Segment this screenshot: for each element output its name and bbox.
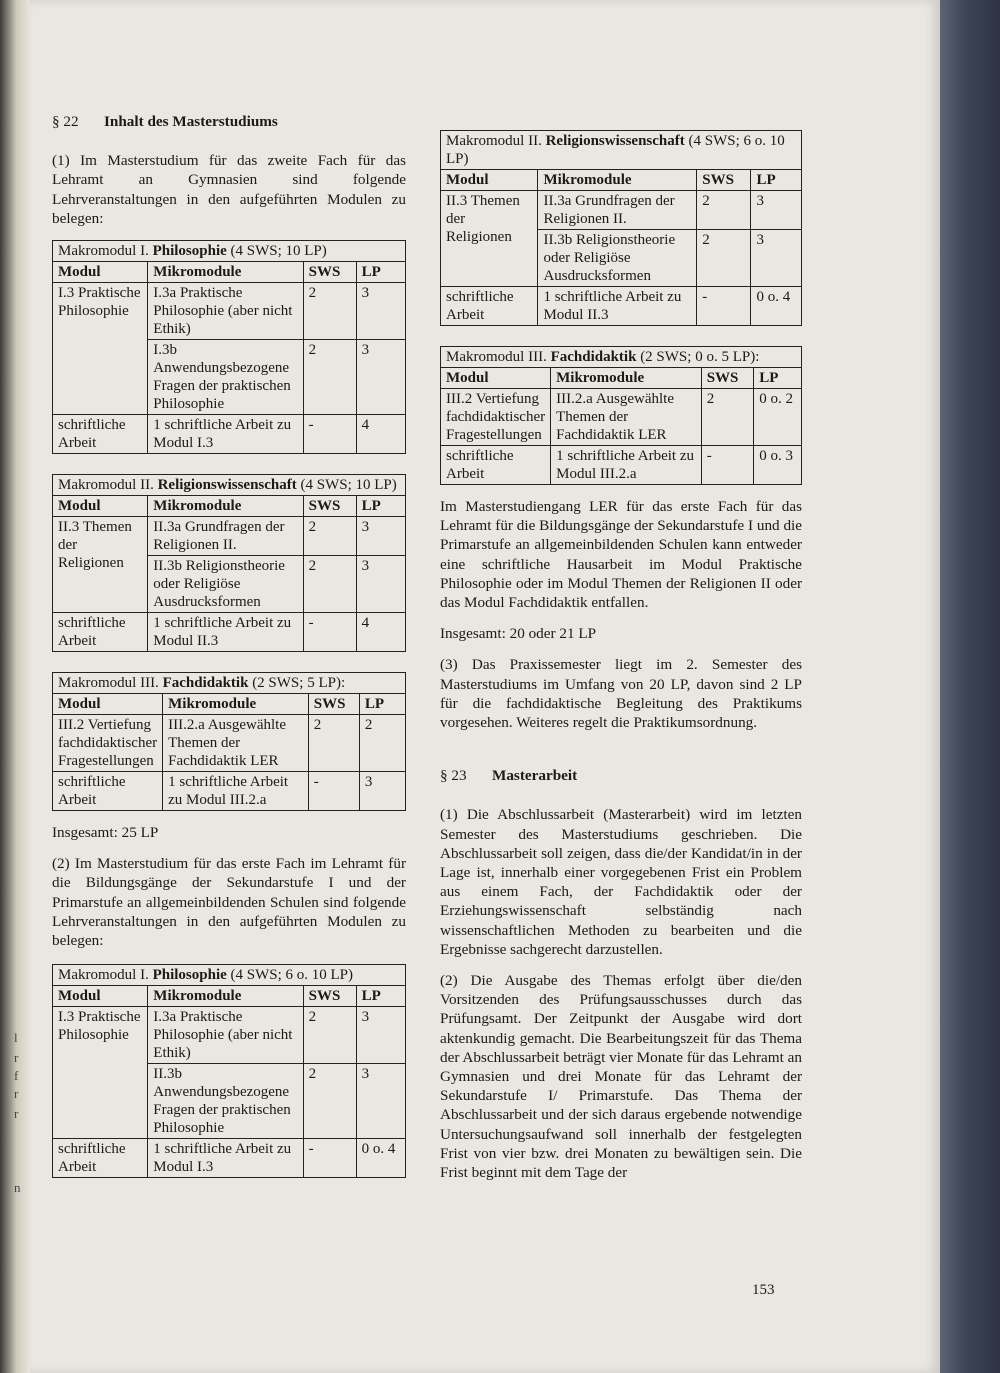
header-sws: SWS [697, 170, 751, 191]
section-23-heading [440, 766, 802, 785]
document-page [30, 0, 940, 1373]
section-number: § 23 [440, 767, 467, 785]
header-sws: SWS [303, 262, 356, 283]
section-22-heading [52, 112, 406, 131]
table-row: I.3 Praktische Philosophie I.3a Praktische Philosophie (aber nicht Ethik) 2 3 [53, 283, 406, 340]
header-sws: SWS [303, 496, 356, 517]
header-mikro: Mikromodule [148, 986, 303, 1007]
table-title: Makromodul II. Religionswissenschaft (4 SWS; 6 o. 10 LP) [441, 131, 802, 170]
header-sws: SWS [303, 986, 356, 1007]
module-table-fachdidaktik-1 [52, 672, 406, 811]
table-title: Makromodul II. Religionswissenschaft (4 SWS; 10 LP) [53, 475, 406, 496]
header-mikro: Mikromodule [538, 170, 697, 191]
paragraph: (2) Die Ausgabe des Themas erfolgt über die/den Vorsitzenden des Prüfungsausschusses durch das Prüfungsamt. Der Zeitpunkt der Ausgabe wird dort aktenkundig gemacht. Die Bearbeitungszeit für das Thema der Abschlussarbeit beträgt vier Monate für das Lehramt an Gymnasien und drei Monate für das Lehramt der Sekundarstufe I/ Primarstufe. Das Thema der Abschlussarbeit und der sich daraus ergebende notwendige Untersuchungsaufwand soll innerhalb der festgelegten Frist von vier bzw. drei Monaten zu bewältigen sein. Die Frist beginnt mit dem Tage der [440, 972, 802, 1182]
table-row: II.3 Themen der Religionen II.3a Grundfragen der Religionen II. 2 3 [441, 191, 802, 230]
paragraph: Im Masterstudiengang LER für das erste Fach für das Lehramt für die Bildungsgänge der Sekundarstufe I und die Primarstufe an allgemeinbildenden Schulen kann entweder eine schriftliche Hausarbeit im Modul Praktische Philosophie oder im Modul Themen der Religionen II oder das Modul Fachdidaktik entfallen. [440, 498, 802, 612]
table-row: I.3b Anwendungsbezogene Fragen der praktischen Philosophie 2 3 [53, 340, 406, 415]
header-lp: LP [359, 694, 405, 715]
header-lp: LP [751, 170, 802, 191]
header-modul: Modul [53, 262, 148, 283]
left-column [52, 112, 406, 1198]
margin-fragment: r [14, 1086, 19, 1101]
margin-fragment: r [14, 1050, 19, 1065]
table-title: Makromodul III. Fachdidaktik (2 SWS; 0 o. 5 LP): [441, 347, 802, 368]
paragraph: (3) Das Praxissemester liegt im 2. Semester des Masterstudiums im Umfang von 20 LP, davon sind 2 LP für die fachdidaktische Begleitung des Praktikums vorgesehen. Weiteres regelt die Praktikumsordnung. [440, 656, 802, 732]
table-row: II.3b Religionstheorie oder Religiöse Ausdrucksformen 2 3 [441, 230, 802, 287]
right-column [440, 130, 802, 1194]
header-lp: LP [754, 368, 802, 389]
page-number: 153 [752, 1282, 775, 1298]
module-table-religion-2 [440, 130, 802, 326]
table-row: schriftliche Arbeit 1 schriftliche Arbeit zu Modul II.3 - 4 [53, 613, 406, 652]
header-modul: Modul [53, 694, 163, 715]
header-mikro: Mikromodule [163, 694, 309, 715]
header-modul: Modul [53, 986, 148, 1007]
header-mikro: Mikromodule [148, 262, 303, 283]
table-row: schriftliche Arbeit 1 schriftliche Arbeit zu Modul I.3 - 0 o. 4 [53, 1139, 406, 1178]
section-number: § 22 [52, 113, 79, 130]
section-title: Masterarbeit [492, 767, 578, 785]
table-row: III.2 Vertiefung fachdidaktischer Fragestellungen III.2.a Ausgewählte Themen der Fachdidaktik LER 2 2 [53, 715, 406, 772]
margin-fragment: r [14, 1106, 19, 1121]
table-row: II.3 Themen der Religionen II.3a Grundfragen der Religionen II. 2 3 [53, 517, 406, 556]
header-mikro: Mikromodule [551, 368, 702, 389]
paragraph: (1) Im Masterstudium für das zweite Fach für das Lehramt an Gymnasien sind folgende Lehrveranstaltungen in den aufgeführten Modulen zu belegen: [52, 152, 406, 227]
table-row: III.2 Vertiefung fachdidaktischer Fragestellungen III.2.a Ausgewählte Themen der Fachdidaktik LER 2 0 o. 2 [441, 389, 802, 446]
table-row: schriftliche Arbeit 1 schriftliche Arbeit zu Modul III.2.a - 3 [53, 772, 406, 811]
table-row: schriftliche Arbeit 1 schriftliche Arbeit zu Modul I.3 - 4 [53, 415, 406, 454]
header-lp: LP [356, 986, 405, 1007]
header-modul: Modul [53, 496, 148, 517]
paragraph: (2) Im Masterstudium für das erste Fach im Lehramt für die Bildungsgänge der Sekundarstufe I und der Primarstufe an allgemeinbildenden Schulen sind folgende Lehrveranstaltungen in den aufgeführten Modulen zu belegen: [52, 855, 406, 950]
table-row: schriftliche Arbeit 1 schriftliche Arbeit zu Modul III.2.a - 0 o. 3 [441, 446, 802, 485]
module-table-fachdidaktik-2 [440, 346, 802, 485]
header-lp: LP [356, 496, 405, 517]
module-table-philosophie-2 [52, 964, 406, 1178]
total-lp: Insgesamt: 20 oder 21 LP [440, 625, 597, 643]
header-sws: SWS [308, 694, 359, 715]
module-table-philosophie-1 [52, 240, 406, 454]
table-title: Makromodul I. Philosophie (4 SWS; 10 LP) [53, 241, 406, 262]
section-title: Inhalt des Masterstudiums [104, 113, 278, 130]
paragraph: (1) Die Abschlussarbeit (Masterarbeit) wird im letzten Semester des Masterstudiums geschrieben. Die Abschlussarbeit soll zeigen, dass die/der Kandidat/in in der Lage ist, innerhalb einer vorgegebenen Frist ein Problem aus einem Fach, der Fachdidaktik oder der Erziehungswissenschaft selbständig nach wissenschaftlichen Methoden zu bearbeiten und die Ergebnisse sachgerecht darzustellen. [440, 806, 802, 958]
module-table-religion-1 [52, 474, 406, 652]
header-modul: Modul [441, 368, 551, 389]
margin-fragment: n [14, 1180, 21, 1195]
table-row: I.3 Praktische Philosophie I.3a Praktische Philosophie (aber nicht Ethik) 2 3 [53, 1007, 406, 1064]
header-sws: SWS [701, 368, 754, 389]
margin-fragment: l [14, 1030, 18, 1045]
header-lp: LP [356, 262, 405, 283]
table-row: schriftliche Arbeit 1 schriftliche Arbeit zu Modul II.3 - 0 o. 4 [441, 287, 802, 326]
table-row: II.3b Religionstheorie oder Religiöse Ausdrucksformen 2 3 [53, 556, 406, 613]
table-title: Makromodul III. Fachdidaktik (2 SWS; 5 LP): [53, 673, 406, 694]
previous-page-edge [0, 0, 30, 1373]
table-row: II.3b Anwendungsbezogene Fragen der praktischen Philosophie 2 3 [53, 1064, 406, 1139]
header-modul: Modul [441, 170, 538, 191]
book-edge [940, 0, 1000, 1373]
header-mikro: Mikromodule [148, 496, 303, 517]
total-lp: Insgesamt: 25 LP [52, 824, 159, 842]
table-title: Makromodul I. Philosophie (4 SWS; 6 o. 10 LP) [53, 965, 406, 986]
margin-fragment: f [14, 1068, 19, 1083]
